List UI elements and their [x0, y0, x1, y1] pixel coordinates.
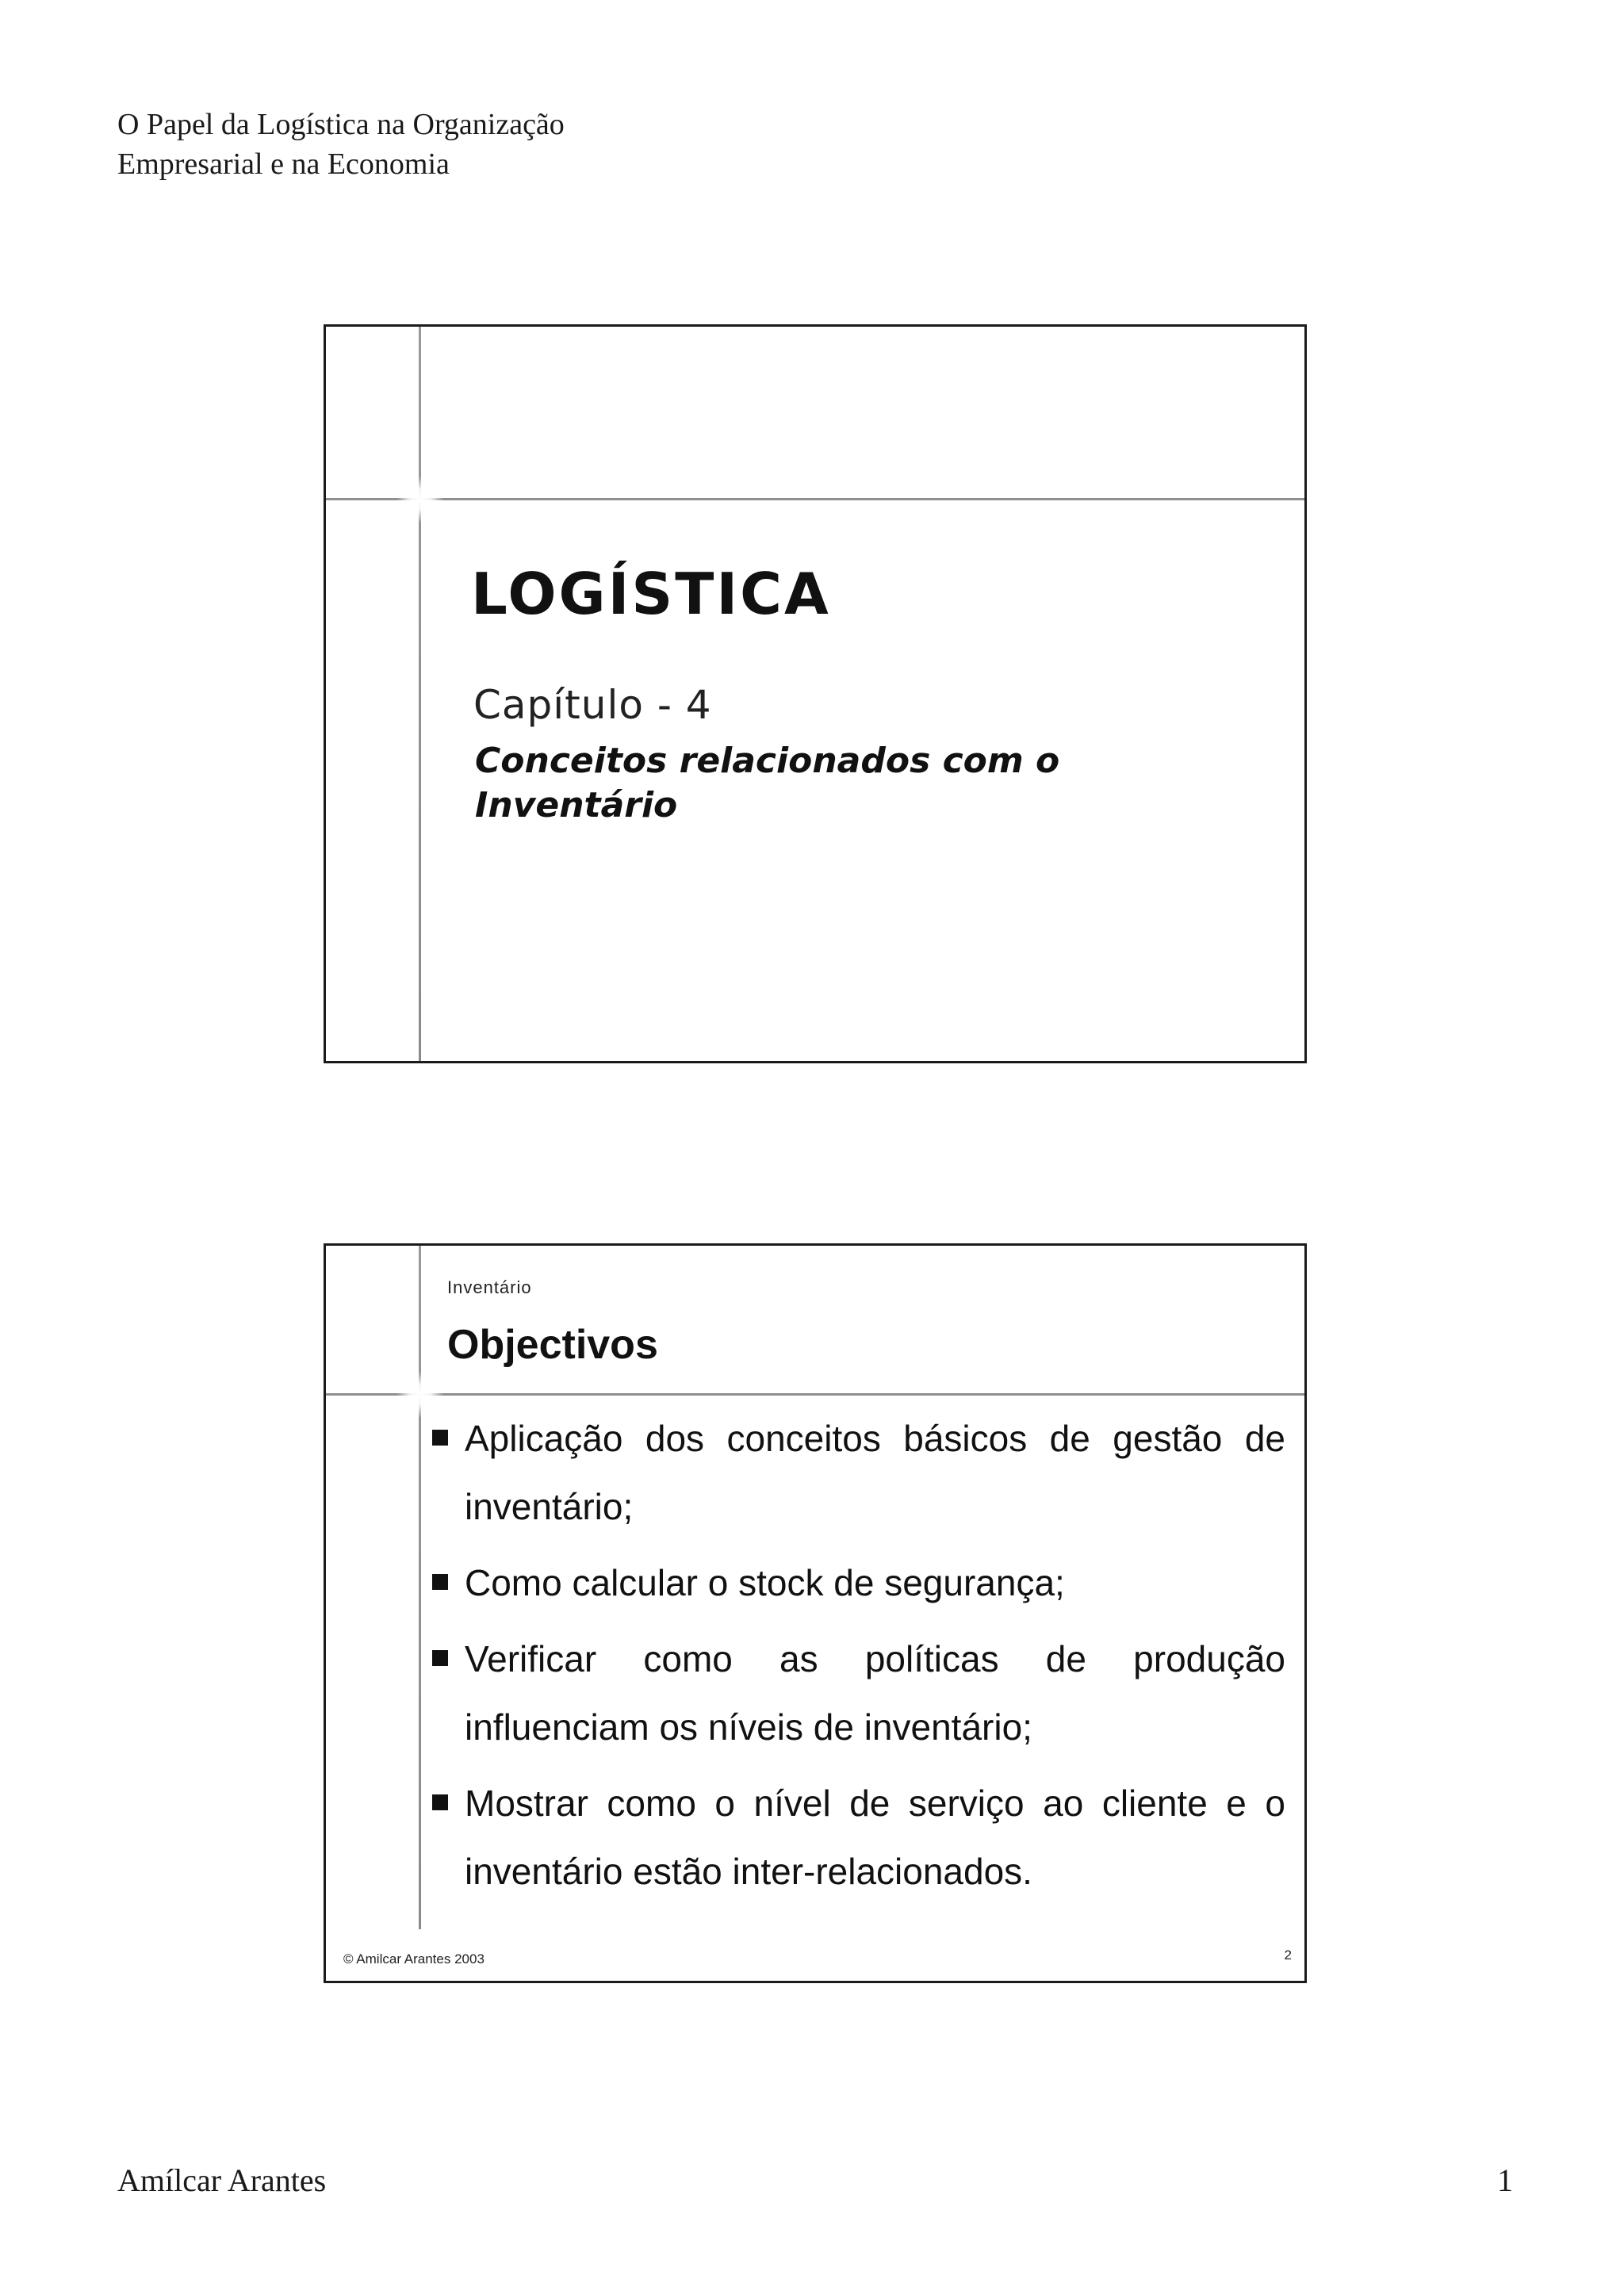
square-bullet-icon: [432, 1430, 448, 1446]
slide-title-text: LOGÍSTICA: [471, 561, 831, 627]
slide-heading: Objectivos: [447, 1322, 658, 1368]
square-bullet-icon: [432, 1794, 448, 1810]
slide-objectives: [324, 1243, 1307, 1983]
page-number: 1: [1497, 2162, 1513, 2198]
list-item-text: Aplicação dos conceitos básicos de gestão de inventário;: [465, 1418, 1285, 1527]
slide-copyright: © Amilcar Arantes 2003: [343, 1951, 485, 1967]
list-item: [429, 1625, 1285, 1761]
slide-horizontal-rule: [326, 1393, 1304, 1396]
header-line-2: Empresarial e na Economia: [117, 147, 450, 181]
list-item-text: Verificar como as políticas de produção influenciam os níveis de inventário;: [465, 1638, 1285, 1748]
slide-vertical-rule: [419, 327, 421, 1061]
header-line-1: O Papel da Logística na Organização: [117, 108, 565, 141]
slide-section-label: Inventário: [447, 1277, 532, 1297]
list-item-text: Como calcular o stock de segurança;: [465, 1562, 1065, 1603]
slide-number: 2: [1284, 1947, 1292, 1963]
square-bullet-icon: [432, 1574, 448, 1590]
slide-horizontal-rule: [326, 498, 1304, 500]
document-header: [117, 105, 565, 184]
list-item: [429, 1549, 1285, 1617]
rule-intersection-glow: [396, 476, 444, 523]
slide-vertical-rule: [419, 1246, 421, 1929]
list-item-text: Mostrar como o nível de serviço ao cliente e o inventário estão inter-relacionados.: [465, 1783, 1285, 1892]
objectives-list: [429, 1404, 1285, 1913]
chapter-label: Capítulo - 4: [473, 682, 712, 728]
square-bullet-icon: [432, 1650, 448, 1666]
list-item: [429, 1404, 1285, 1541]
list-item: [429, 1769, 1285, 1905]
footer-author: Amílcar Arantes: [117, 2162, 327, 2198]
slide-title: [324, 324, 1307, 1063]
chapter-subtitle: Conceitos relacionados com o Inventário: [475, 741, 1060, 825]
